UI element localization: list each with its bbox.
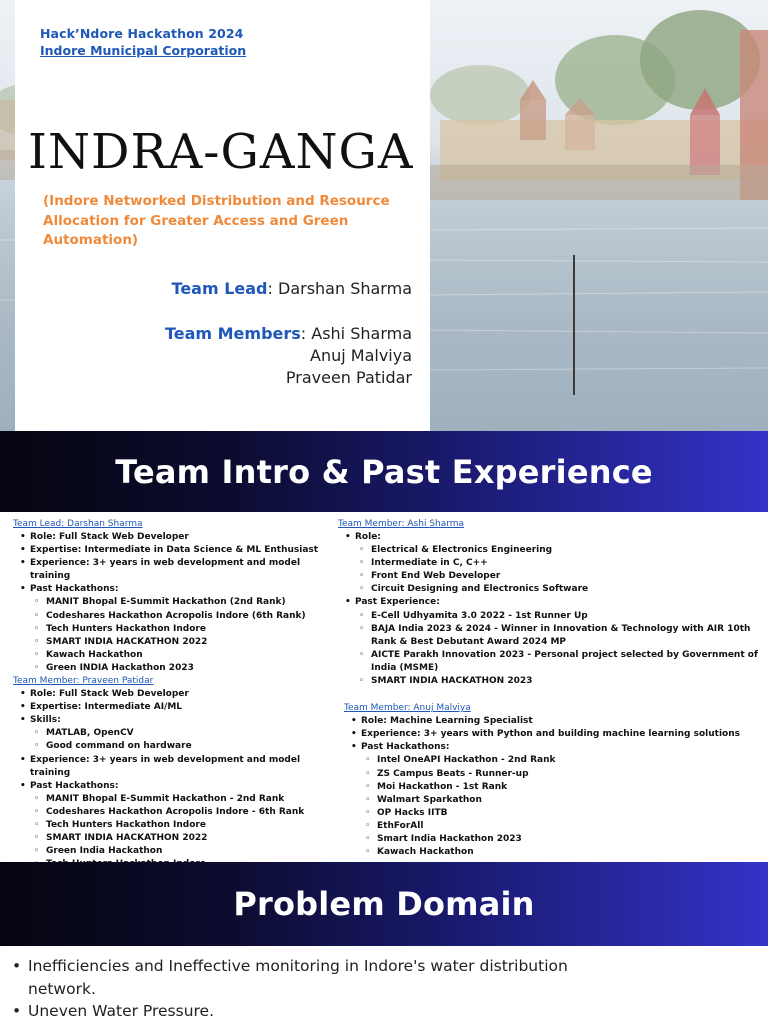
list-item: ◦ MANIT Bhopal E-Summit Hackathon (2nd Rank) — [13, 596, 331, 609]
darshan-heading[interactable]: Team Lead: Darshan Sharma — [13, 519, 143, 529]
list-item: • Role: Machine Learning Specialist — [344, 715, 763, 728]
list-item: ◦ Walmart Sparkathon — [344, 794, 763, 807]
anuj-block — [338, 702, 763, 859]
darshan-details — [13, 531, 331, 675]
role-label: Role: — [355, 532, 381, 542]
past-hackathons-label: Past Hackathons: — [30, 780, 119, 791]
team-member-name: Anuj Malviya — [310, 346, 412, 365]
list-item: ◦ SMART INDIA HACKATHON 2022 — [13, 636, 331, 649]
team-lead-label: Team Lead — [171, 279, 268, 298]
list-item: • Experience: 3+ years in web development and model training — [13, 557, 331, 583]
list-item: ◦ BAJA India 2023 & 2024 - Winner in Innovation & Technology with AIR 10th Rank & Best Debutant Award 2024 MP — [338, 623, 763, 649]
team-members-line — [165, 323, 412, 345]
past-hackathons-label: Past Hackathons: — [30, 584, 119, 595]
list-item: ◦ Green INDIA Hackathon 2023 — [13, 662, 331, 675]
list-item: • Uneven Water Pressure. — [12, 1000, 572, 1023]
list-item: ◦ AICTE Parakh Innovation 2023 - Personal project selected by Government of India (MSME) — [338, 649, 763, 675]
darshan-hackathons — [13, 596, 331, 675]
list-item — [13, 583, 331, 675]
team-member-name: : Ashi Sharma — [300, 324, 412, 343]
project-title: INDRA-GANGA — [28, 124, 414, 180]
list-item: ◦ Good command on hardware — [13, 740, 331, 753]
anuj-details — [344, 715, 763, 859]
list-item: ◦ EthForAll — [344, 820, 763, 833]
list-item: • Role: Full Stack Web Developer — [13, 688, 331, 701]
list-item: ◦ SMART INDIA HACKATHON 2023 — [338, 675, 763, 688]
list-item: ◦ Green India Hackathon — [13, 845, 331, 858]
list-item: ◦ Smart India Hackathon 2023 — [344, 833, 763, 846]
team-lead-name: : Darshan Sharma — [267, 279, 412, 298]
list-item — [344, 741, 763, 859]
team-info — [165, 278, 412, 389]
problem-domain-banner — [0, 862, 768, 946]
list-item: • Experience: 3+ years with Python and building machine learning solutions — [344, 728, 763, 741]
anuj-heading[interactable]: Team Member: Anuj Malviya — [344, 703, 471, 714]
ashi-roles — [338, 544, 763, 596]
list-item — [13, 780, 331, 872]
praveen-details — [13, 688, 331, 871]
hackathon-name: Hack’Ndore Hackathon 2024 — [40, 26, 244, 41]
praveen-hackathons — [13, 793, 331, 872]
list-item — [338, 596, 763, 688]
team-intro-heading: Team Intro & Past Experience — [115, 452, 653, 491]
list-item: • Expertise: Intermediate AI/ML — [13, 701, 331, 714]
list-item: ◦ Intermediate in C, C++ — [338, 557, 763, 570]
list-item: • Experience: 3+ years in web development and model training — [13, 754, 331, 780]
list-item: ◦ E-Cell Udhyamita 3.0 2022 - 1st Runner Up — [338, 610, 763, 623]
hero-section — [0, 0, 768, 431]
ashi-experience — [338, 610, 763, 689]
list-item: ◦ Electrical & Electronics Engineering — [338, 544, 763, 557]
past-experience-label: Past Experience: — [355, 597, 440, 608]
list-item: ◦ Intel OneAPI Hackathon - 2nd Rank — [344, 754, 763, 767]
problem-domain-heading: Problem Domain — [233, 885, 535, 923]
past-hackathons-label: Past Hackathons: — [361, 742, 450, 753]
anuj-hackathons — [344, 754, 763, 859]
list-item: ◦ MANIT Bhopal E-Summit Hackathon - 2nd Rank — [13, 793, 331, 806]
list-item: ◦ Circuit Designing and Electronics Software — [338, 583, 763, 596]
right-column — [338, 518, 763, 859]
list-item: ◦ Front End Web Developer — [338, 570, 763, 583]
team-member-name: Praveen Patidar — [285, 368, 412, 387]
list-item: ◦ Kawach Hackathon — [344, 846, 763, 859]
list-item: • Role: Full Stack Web Developer — [13, 531, 331, 544]
ashi-details — [338, 531, 763, 688]
team-lead-line — [165, 278, 412, 300]
list-item: ◦ Moi Hackathon - 1st Rank — [344, 781, 763, 794]
organization-link[interactable]: Indore Municipal Corporation — [40, 43, 247, 58]
praveen-skills — [13, 727, 331, 753]
list-item: ◦ ZS Campus Beats - Runner-up — [344, 768, 763, 781]
list-item: ◦ Kawach Hackathon — [13, 649, 331, 662]
list-item: ◦ Codeshares Hackathon Acropolis Indore - 6th Rank — [13, 806, 331, 819]
list-item: ◦ Tech Hunters Hackathon Indore — [13, 819, 331, 832]
list-item — [13, 714, 331, 753]
list-item: ◦ OP Hacks IITB — [344, 807, 763, 820]
list-item: ◦ Codeshares Hackathon Acropolis Indore (6th Rank) — [13, 610, 331, 623]
praveen-heading[interactable]: Team Member: Praveen Patidar — [13, 676, 154, 687]
project-subtitle: (Indore Networked Distribution and Resource Allocation for Greater Access and Green Automation) — [43, 193, 390, 248]
list-item: • Inefficiencies and Ineffective monitoring in Indore's water distribution network. — [12, 955, 572, 1000]
list-item — [338, 531, 763, 596]
list-item: • Expertise: Intermediate in Data Science & ML Enthusiast — [13, 544, 331, 557]
team-members-label: Team Members — [164, 324, 301, 343]
problem-list — [12, 955, 572, 1023]
left-column — [13, 518, 331, 871]
list-item: ◦ MATLAB, OpenCV — [13, 727, 331, 740]
skills-label: Skills: — [30, 715, 61, 726]
list-item: ◦ SMART INDIA HACKATHON 2022 — [13, 832, 331, 845]
list-item: ◦ Tech Hunters Hackathon Indore — [13, 623, 331, 636]
ashi-heading[interactable]: Team Member: Ashi Sharma — [338, 519, 465, 529]
team-intro-banner — [0, 431, 768, 512]
